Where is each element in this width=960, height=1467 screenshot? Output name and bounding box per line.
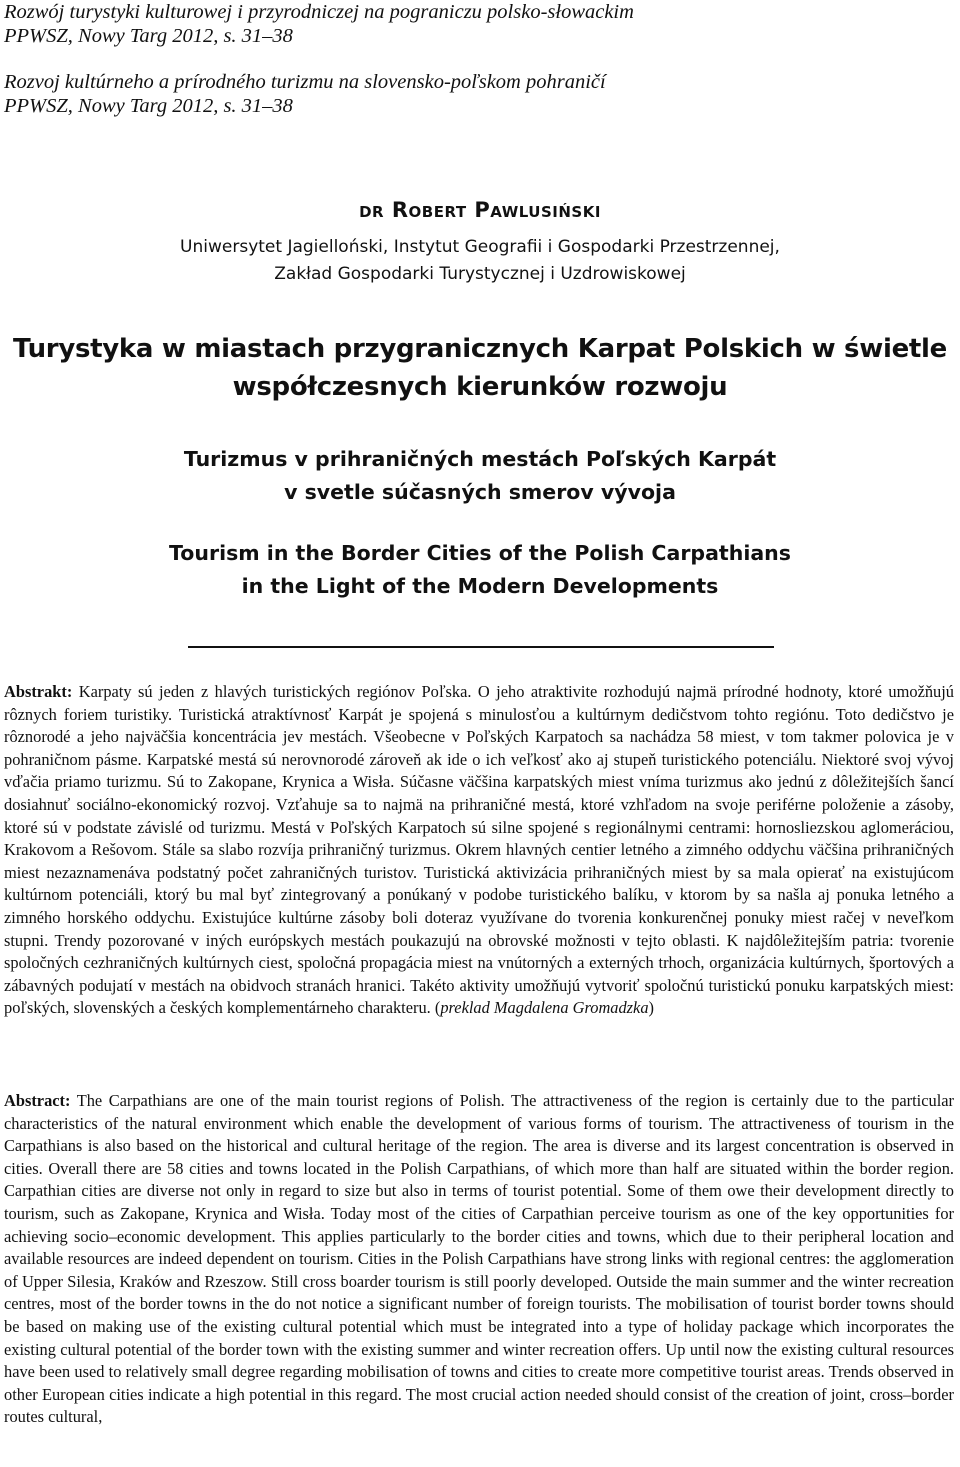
author-name: dr Robert Pawlusiński bbox=[359, 198, 601, 222]
title-english bbox=[0, 537, 960, 603]
title-slovak bbox=[0, 443, 960, 509]
title-slovak-line-1: Turizmus v prihraničných mestách Poľských Karpát bbox=[183, 447, 777, 471]
abstract-slovak-label: Abstrakt: bbox=[4, 682, 73, 701]
title-polish-line-1: Turystyka w miastach przygranicznych Karpat Polskich w świetle bbox=[13, 334, 947, 364]
affiliation-line-1: Uniwersytet Jagielloński, Instytut Geografii i Gospodarki Przestrzennej, bbox=[180, 237, 780, 257]
author-affiliation bbox=[0, 234, 960, 288]
affiliation-line-2: Zakład Gospodarki Turystycznej i Uzdrowiskowej bbox=[274, 264, 686, 284]
abstract-slovak bbox=[4, 681, 954, 1020]
abstract-english-text: The Carpathians are one of the main tourist regions of Polish. The attractiveness of the region is certainly due to the particular characteristics of the natural environment which enable the development of various forms of tourism. The attractiveness of tourism in the Carpathians is also based on the historical and cultural heritage of the region. The area is diverse and its largest concentration is observed in cities. Overall there are 58 cities and towns located in the Polish Carpathians, of which more than half are situated within the border region. Carpathian cities are diverse not only in regard to size but also in terms of tourist potential. Some of them owe their development directly to tourism, such as Zakopane, Krynica and Wisła. Today most of the cities of Carpathian perceive tourism as one of the key opportunities for achieving socio–economic development. This applies particularly to the border cities and towns, which due to their peripheral location and available resources are indeed dependent on tourism. Cities in the Polish Carpathians have strong links with regional centres: the agglomeration of Upper Silesia, Kraków and Rzeszow. Still cross boarder tourism is still poorly developed. Outside the main summer and the winter recreation centres, most of the border towns in the do not notice a significant number of foreign tourists. The mobilisation of tourist border towns should be based on making use of the existing cultural potential which must be integrated into a type of holiday package which incorporates the existing cultural potential of the border town with the existing summer and winter recreation offers. Up until now the existing cultural resources have been used to relatively small degree regarding mobilisation of towns and cities to create more competitive tourist areas. Trends observed in other European cities indicate a high potential in this regard. The most crucial action needed should consist of the creation of joint, cross–border routes cultural, bbox=[4, 1091, 954, 1427]
abstract-english-label: Abstract: bbox=[4, 1091, 71, 1110]
title-polish bbox=[0, 330, 960, 406]
title-english-line-1: Tourism in the Border Cities of the Polish Carpathians bbox=[169, 541, 791, 565]
publication-header bbox=[4, 0, 944, 118]
translator-credit: preklad Magdalena Gromadzka bbox=[440, 998, 649, 1018]
title-divider bbox=[188, 646, 774, 648]
header-title-slovak: Rozvoj kultúrneho a prírodného turizmu na slovensko-poľskom pohraničí bbox=[4, 71, 606, 93]
abstract-slovak-text: Karpaty sú jeden z hlavých turistických regiónov Poľska. O jeho atraktivite rozhodujú najmä prírodné hodnoty, ktoré umožňujú rôznych foriem turistiky. Turistická atraktívnosť Karpát je spojená s minulosťou a kultúrnym dedičstvom tohto regiónu. Toto dedičstvo je rôznorodé a jeho najväčšia koncentrácia jev mestách. Všeobecne v Poľských Karpatoch sa nachádza 58 miest, v tom takmer polovica je v pohraničnom pásme. Karpatské mestá sú nerovnorodé zároveň ak ide o ich veľkosť ako aj stupeň turistického potenciálu. Niektoré svoj vývoj vďačia priamo turizmu. Sú to Zakopane, Krynica a Wisła. Súčasne väčšina karpatských miest vníma turizmus ako jednú z dôležitejších šancí dosiahnuť sociálno-ekonomický rozvoj. Vzťahuje sa to najmä na prihraničné mestá, ktoré vzhľadom na svoje periférne položenie a zásoby, ktoré sú v podstate závislé od turizmu. Mestá v Poľských Karpatoch sú silne spojené s regionálnymi centrami: hornosliezskou aglomeráciou, Krakovom a Rešovom. Stále sa slabo rozvíja prihraničný turizmus. Okrem hlavných centier letného a zimného oddychu väčšina prihraničných miest nezaznamenáva podstatný počet zahraničných turistov. Turistická aktivizácia prihraničných miest by sa mala opierať na existujúcom kultúrnom potenciáli, ktorý bu mal byť zintegrovaný a ponúkaný v podobe turistického balíku, v ktorom by sa našla aj ponuka letného a zimného horského oddychu. Existujúce kultúrne zásoby boli doteraz využívane do tvorenia konkurenčnej ponuky miest račej v neveľkom stupni. Trendy pozorované v iných európskych mestách poukazujú na obrovské možnosti v tejto oblasti. K najdôležitejším patria: tvorenie spoločných cezhraničných kultúrnych ciest, spoločná propagácia miest na vnútorných a externých trhoch, organizácia kultúrnych, športových a zábavných podujatí v mestách na obidvoch stranách hranici. Takéto aktivity umožňujú vytvoriť spoločnú turistickú ponuku karpatských miest: poľských, slovenských a českých komplementárneho charakteru. bbox=[4, 682, 954, 1018]
translator-credit-close: ) bbox=[648, 998, 655, 1018]
abstract-english bbox=[4, 1090, 954, 1429]
translator-credit-open: ( bbox=[434, 998, 441, 1018]
title-polish-line-2: współczesnych kierunków rozwoju bbox=[232, 372, 728, 402]
header-source-polish: PPWSZ, Nowy Targ 2012, s. 31–38 bbox=[4, 25, 293, 47]
header-title-polish: Rozwój turystyki kulturowej i przyrodniczej na pograniczu polsko-słowackim bbox=[4, 1, 634, 23]
title-english-line-2: in the Light of the Modern Developments bbox=[241, 574, 719, 598]
title-slovak-line-2: v svetle súčasných smerov vývoja bbox=[284, 480, 676, 504]
header-source-slovak: PPWSZ, Nowy Targ 2012, s. 31–38 bbox=[4, 95, 293, 117]
